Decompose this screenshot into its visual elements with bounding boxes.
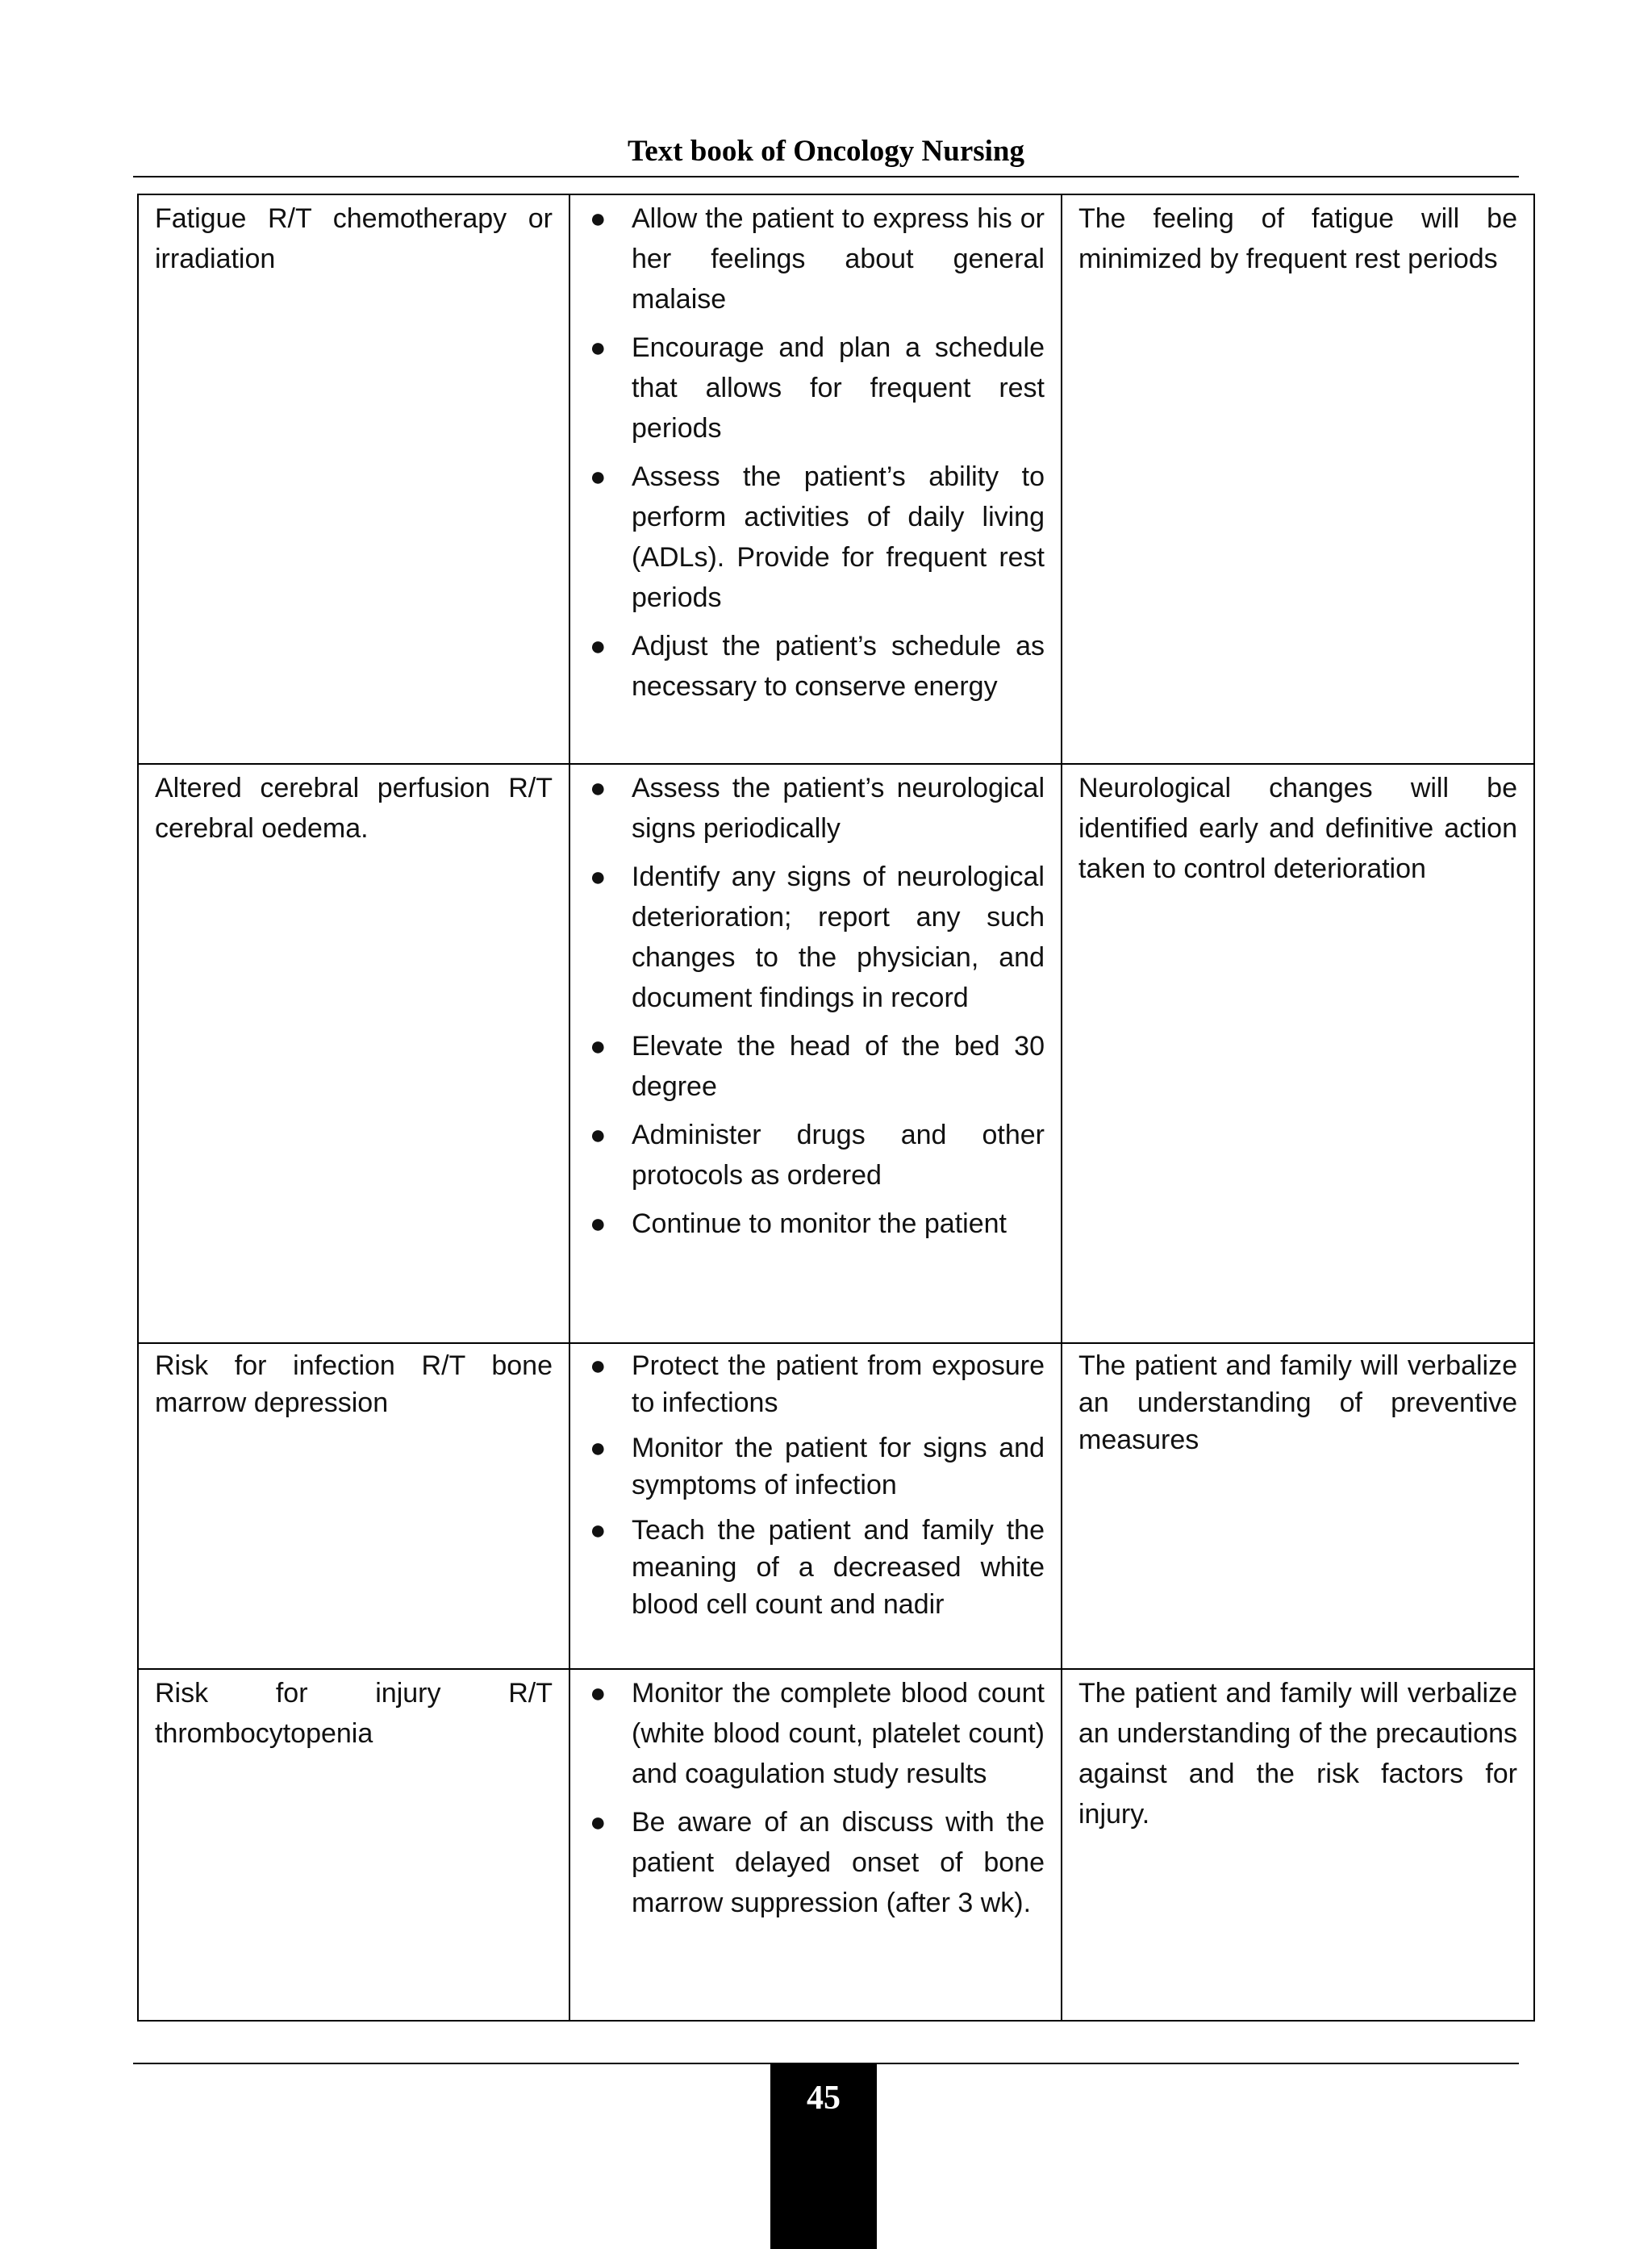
list-item: ● Elevate the head of the bed 30 degree xyxy=(586,1026,1045,1107)
bullet-icon: ● xyxy=(590,631,607,661)
running-header-title: Text book of Oncology Nursing xyxy=(627,135,1025,168)
bullet-icon: ● xyxy=(590,1433,607,1463)
intervention-list xyxy=(586,1673,1045,1923)
intervention-list xyxy=(586,768,1045,1244)
list-item: ● Adjust the patient’s schedule as necessary to conserve energy xyxy=(586,626,1045,707)
list-item: ● Assess the patient’s ability to perform activities of daily living (ADLs). Provide for frequent rest periods xyxy=(586,457,1045,618)
list-item: ● Assess the patient’s neurological signs periodically xyxy=(586,768,1045,849)
list-item: ● Be aware of an discuss with the patient delayed onset of bone marrow suppression (after 3 wk). xyxy=(586,1802,1045,1923)
diagnosis-cell: Fatigue R/T chemotherapy or irradiation xyxy=(138,194,569,764)
list-item: ● Monitor the complete blood count (white blood count, platelet count) and coagulation study results xyxy=(586,1673,1045,1794)
list-item: ● Administer drugs and other protocols as ordered xyxy=(586,1115,1045,1195)
header-divider xyxy=(133,176,1519,177)
list-item: ● Continue to monitor the patient xyxy=(586,1204,1045,1244)
interventions-cell xyxy=(569,194,1062,764)
page-number: 45 xyxy=(807,2080,841,2117)
outcome-cell: The feeling of fatigue will be minimized by frequent rest periods xyxy=(1062,194,1534,764)
table-row xyxy=(138,764,1534,1343)
bullet-icon: ● xyxy=(590,773,607,803)
interventions-cell xyxy=(569,1669,1062,2021)
bullet-icon: ● xyxy=(590,1350,607,1381)
table-row xyxy=(138,1669,1534,2021)
interventions-cell xyxy=(569,764,1062,1343)
list-item: ● Allow the patient to express his or her feelings about general malaise xyxy=(586,198,1045,319)
bullet-icon: ● xyxy=(590,332,607,363)
outcome-cell: The patient and family will verbalize an understanding of the precautions against and the risk factors for injury. xyxy=(1062,1669,1534,2021)
interventions-cell xyxy=(569,1343,1062,1669)
bullet-icon: ● xyxy=(590,862,607,892)
intervention-list xyxy=(586,1347,1045,1623)
outcome-cell: The patient and family will verbalize an understanding of preventive measures xyxy=(1062,1343,1534,1669)
list-item: ● Identify any signs of neurological deterioration; report any such changes to the physician, and document findings in record xyxy=(586,857,1045,1018)
bullet-icon: ● xyxy=(590,1120,607,1150)
bullet-icon: ● xyxy=(590,1208,607,1239)
table-row xyxy=(138,194,1534,764)
bullet-icon: ● xyxy=(590,461,607,492)
outcome-cell: Neurological changes will be identified early and definitive action taken to control deterioration xyxy=(1062,764,1534,1343)
table-row xyxy=(138,1343,1534,1669)
intervention-list xyxy=(586,198,1045,707)
diagnosis-cell: Risk for infection R/T bone marrow depression xyxy=(138,1343,569,1669)
page-number-tab xyxy=(770,2064,877,2249)
list-item: ● Teach the patient and family the meaning of a decreased white blood cell count and nadir xyxy=(586,1512,1045,1623)
list-item: ● Monitor the patient for signs and symptoms of infection xyxy=(586,1429,1045,1504)
list-item: ● Protect the patient from exposure to infections xyxy=(586,1347,1045,1421)
bullet-icon: ● xyxy=(590,1031,607,1062)
bullet-icon: ● xyxy=(590,1515,607,1546)
diagnosis-cell: Risk for injury R/T thrombocytopenia xyxy=(138,1669,569,2021)
diagnosis-cell: Altered cerebral perfusion R/T cerebral oedema. xyxy=(138,764,569,1343)
bullet-icon: ● xyxy=(590,203,607,234)
bullet-icon: ● xyxy=(590,1807,607,1838)
bullet-icon: ● xyxy=(590,1678,607,1709)
list-item: ● Encourage and plan a schedule that allows for frequent rest periods xyxy=(586,328,1045,449)
nursing-care-table xyxy=(137,194,1535,2022)
